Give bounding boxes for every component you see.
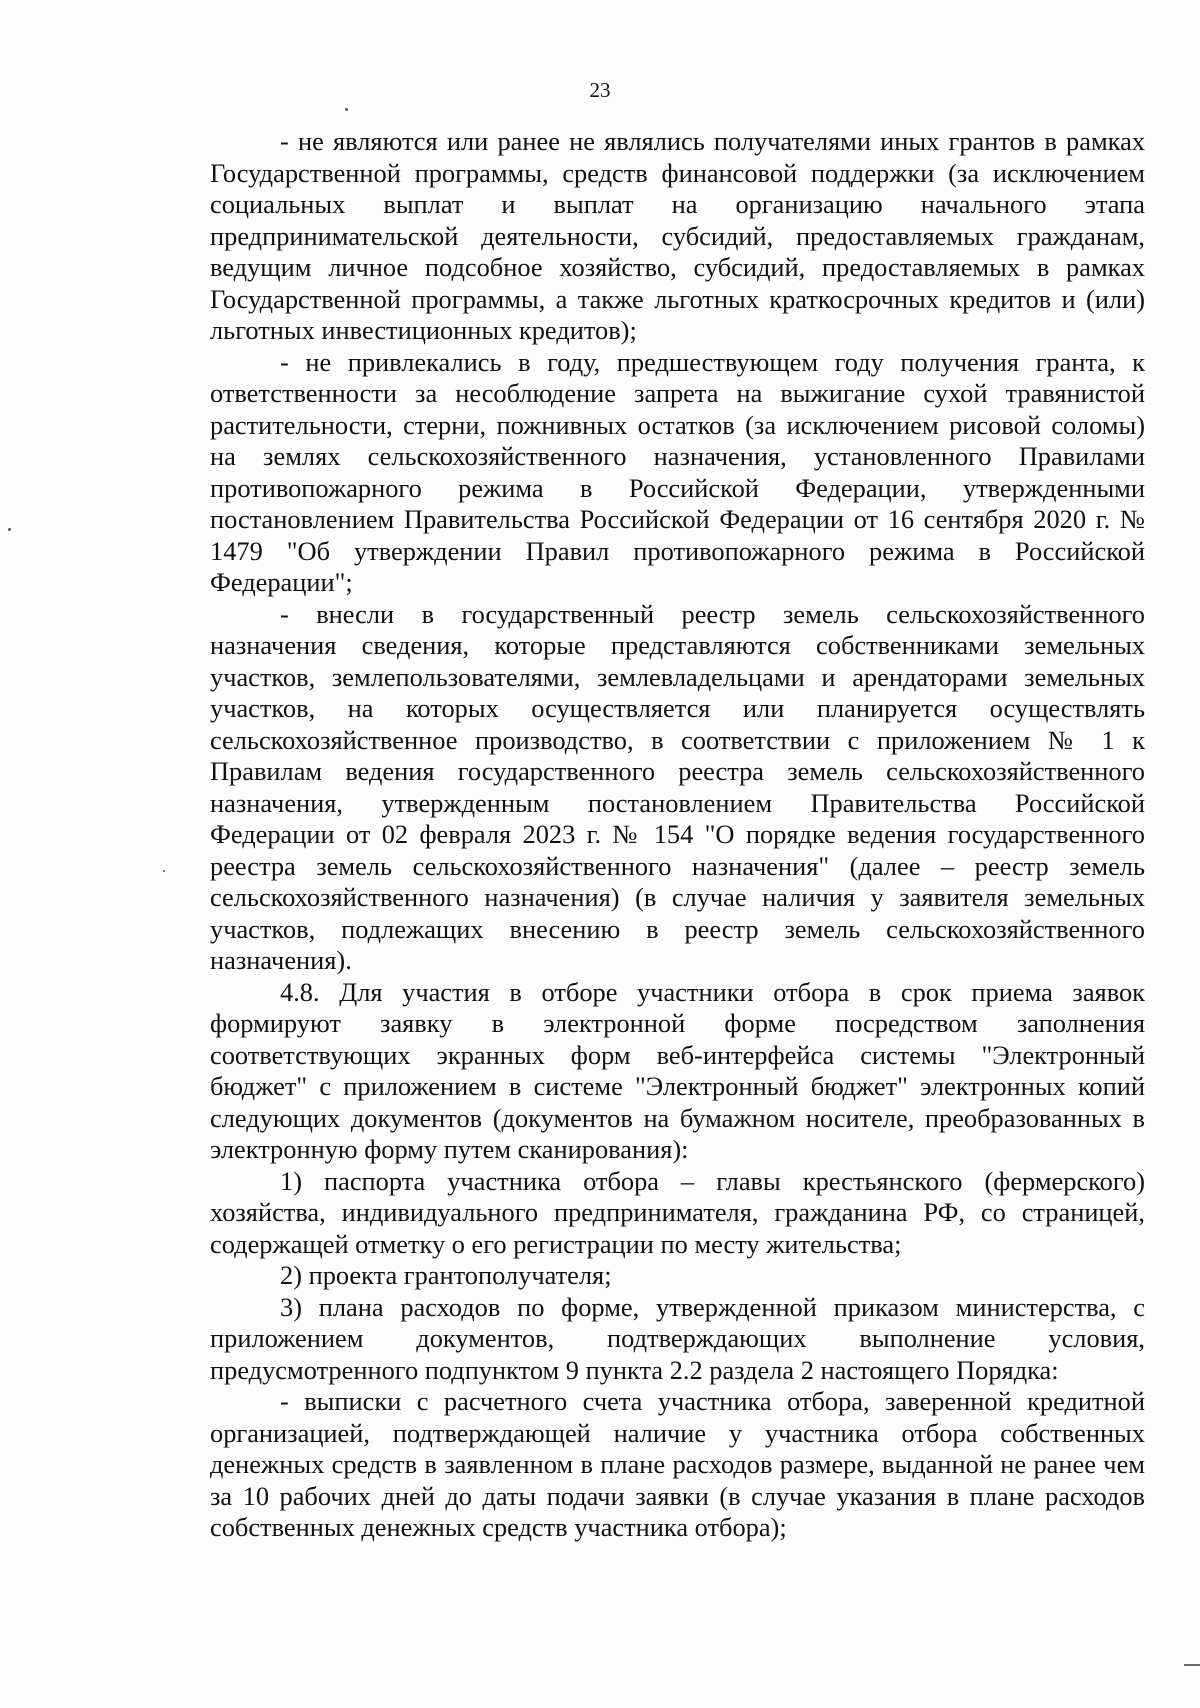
list-item-project: 2) проекта грантополучателя; xyxy=(280,1260,612,1290)
paragraph-not-grant-recipients: - не являются или ранее не являлись получателями иных грантов в рамках Государственной программы, средств финансовой поддержки (за исключением социальных выплат и выплат на организацию начального этапа предпринимательской деятельности, субсидий, предоставляемых гражданам, ведущим личное подсобное хозяйство, субсидий, предоставляемых в рамках Государственной программы, а также льготных краткосрочных кредитов и (или) льготных инвестиционных кредитов); xyxy=(210,126,1145,345)
paragraph-bank-statement: - выписки с расчетного счета участника отбора, заверенной кредитной организацией, подтверждающей наличие у участника отбора собственных денежных средств в заявленном в плане расходов размере, выданной не ранее чем за 10 рабочих дней до даты подачи заявки (в случае указания в плане расходов собственных денежных средств участника отбора); xyxy=(210,1386,1145,1542)
scan-speck xyxy=(8,528,11,531)
list-item-expense-plan: 3) плана расходов по форме, утвержденной приказом министерства, с приложением документов, подтверждающих выполнение условия, предусмотренного подпунктом 9 пункта 2.2 раздела 2 настоящего Порядка: xyxy=(210,1291,1145,1385)
paragraph-land-registry: - внесли в государственный реестр земель сельскохозяйственного назначения сведения, которые представляются собственниками земельных участков, землепользователями, землевладельцами и арендаторами земельных участков, на которых осуществляется или планируется осуществлять сельскохозяйственное производство, в соответствии с приложением № 1 к Правилам ведения государственного реестра земель сельскохозяйственного назначения, утвержденным постановлением Правительства Российской Федерации от 02 февраля 2023 г. № 154 "О порядке ведения государственного реестра земель сельскохозяйственного назначения" (далее – реестр земель сельскохозяйственного назначения) (в случае наличия у заявителя земельных участков, подлежащих внесению в реестр земель сельскохозяйственного назначения). xyxy=(210,598,1145,975)
scan-edge-mark xyxy=(1184,1664,1200,1666)
list-item-passport: 1) паспорта участника отбора – главы крестьянского (фермерского) хозяйства, индивидуального предпринимателя, гражданина РФ, со страницей, содержащей отметку о его регистрации по месту жительства; xyxy=(210,1165,1145,1259)
scan-speck xyxy=(345,108,348,111)
page-number: 23 xyxy=(589,78,611,102)
paragraph-4-8-application: 4.8. Для участия в отборе участники отбора в срок приема заявок формируют заявку в электронной форме посредством заполнения соответствующих экранных форм веб-интерфейса системы "Электронный бюджет" с приложением в системе "Электронный бюджет" электронных копий следующих документов (документов на бумажном носителе, преобразованных в электронную форму путем сканирования): xyxy=(210,976,1145,1164)
paragraph-fire-safety: - не привлекались в году, предшествующем году получения гранта, к ответственности за несоблюдение запрета на выжигание сухой травянистой растительности, стерни, пожнивных остатков (за исключением рисовой соломы) на землях сельскохозяйственного назначения, установленного Правилами противопожарного режима в Российской Федерации, утвержденными постановлением Правительства Российской Федерации от 16 сентября 2020 г. № 1479 "Об утверждении Правил противопожарного режима в Российской Федерации"; xyxy=(210,346,1145,597)
document-body xyxy=(210,126,1145,1544)
scan-speck xyxy=(163,870,165,872)
